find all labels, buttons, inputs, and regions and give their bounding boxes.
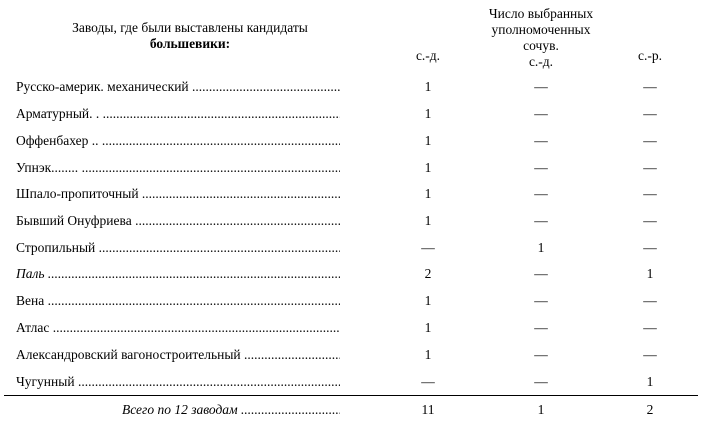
factory-name: Бывший Онуфриева ..... — [16, 213, 340, 229]
cell-sd: 1 — [424, 79, 432, 94]
factory-name: Упнэк........ ..... — [16, 160, 340, 176]
cell-sd: 1 — [424, 160, 432, 175]
cell-sd: 1 — [424, 213, 432, 228]
cell-sr: — — [643, 213, 657, 228]
cell-sympathizing-sd: — — [534, 266, 548, 281]
column-header-sr: с.-р. — [638, 48, 662, 63]
table-row — [0, 293, 703, 313]
cell-sr: — — [643, 240, 657, 255]
total-sr: 2 — [646, 402, 654, 417]
column-header-delegates — [462, 6, 620, 70]
cell-sd: 1 — [424, 320, 432, 335]
table-row — [0, 240, 703, 260]
total-divider — [4, 395, 698, 396]
cell-sd: 1 — [424, 133, 432, 148]
cell-sr: 1 — [646, 374, 654, 389]
total-sd: 11 — [421, 402, 435, 417]
table-row — [0, 160, 703, 180]
cell-sr: — — [643, 79, 657, 94]
cell-sympathizing-sd: — — [534, 106, 548, 121]
cell-sr: — — [643, 160, 657, 175]
cell-sympathizing-sd: — — [534, 186, 548, 201]
factory-name: Вена ..... — [16, 293, 340, 309]
cell-sr: — — [643, 293, 657, 308]
cell-sd: — — [421, 240, 435, 255]
cell-sr: — — [643, 347, 657, 362]
table-row — [0, 320, 703, 340]
factory-name: Русско-америк. механический ..... — [16, 79, 340, 95]
cell-sympathizing-sd: — — [534, 320, 548, 335]
cell-sr: — — [643, 106, 657, 121]
factory-name: Александровский вагоностроительный ..... — [16, 347, 340, 363]
cell-sympathizing-sd: — — [534, 293, 548, 308]
factory-name: Арматурный. . ..... — [16, 106, 340, 122]
cell-sd: 1 — [424, 106, 432, 121]
table-row — [0, 133, 703, 153]
cell-sympathizing-sd: 1 — [537, 240, 545, 255]
cell-sd: 1 — [424, 347, 432, 362]
header-delegates-line2: уполномоченных — [491, 22, 591, 37]
cell-sd: 1 — [424, 293, 432, 308]
cell-sympathizing-sd: — — [534, 213, 548, 228]
total-sympathizing-sd: 1 — [537, 402, 545, 417]
header-factories-line1: Заводы, где были выставлены кандидаты — [72, 20, 308, 35]
factory-name: Атлас ..... — [16, 320, 340, 336]
factory-name: Оффенбахер .. ..... — [16, 133, 340, 149]
header-delegates-line4: с.-д. — [528, 54, 554, 69]
cell-sympathizing-sd: — — [534, 374, 548, 389]
table-row — [0, 266, 703, 286]
factory-name: Чугунный ..... — [16, 374, 340, 390]
cell-sr: — — [643, 320, 657, 335]
table-row — [0, 79, 703, 99]
cell-sympathizing-sd: — — [534, 79, 548, 94]
factory-name: Паль ..... — [16, 266, 340, 282]
cell-sd: — — [421, 374, 435, 389]
header-factories-line2: большевики: — [149, 36, 231, 51]
total-label: Всего по 12 заводам ..... — [16, 402, 340, 418]
header-delegates-line1: Число выбранных — [488, 6, 594, 21]
factory-name: Стропильный ..... — [16, 240, 340, 256]
cell-sd: 1 — [424, 186, 432, 201]
table-row — [0, 374, 703, 394]
total-row — [0, 402, 703, 422]
header-delegates-line3: сочув. — [523, 38, 559, 53]
table-row — [0, 106, 703, 126]
cell-sympathizing-sd: — — [534, 347, 548, 362]
column-header-sd: с.-д. — [415, 48, 441, 63]
cell-sympathizing-sd: — — [534, 160, 548, 175]
cell-sr: — — [643, 133, 657, 148]
cell-sd: 2 — [424, 266, 432, 281]
factory-name: Шпало-пропиточный ..... — [16, 186, 340, 202]
cell-sr: 1 — [646, 266, 654, 281]
table-row — [0, 213, 703, 233]
table-row — [0, 347, 703, 367]
table-row — [0, 186, 703, 206]
column-header-factories — [40, 20, 340, 52]
cell-sympathizing-sd: — — [534, 133, 548, 148]
cell-sr: — — [643, 186, 657, 201]
